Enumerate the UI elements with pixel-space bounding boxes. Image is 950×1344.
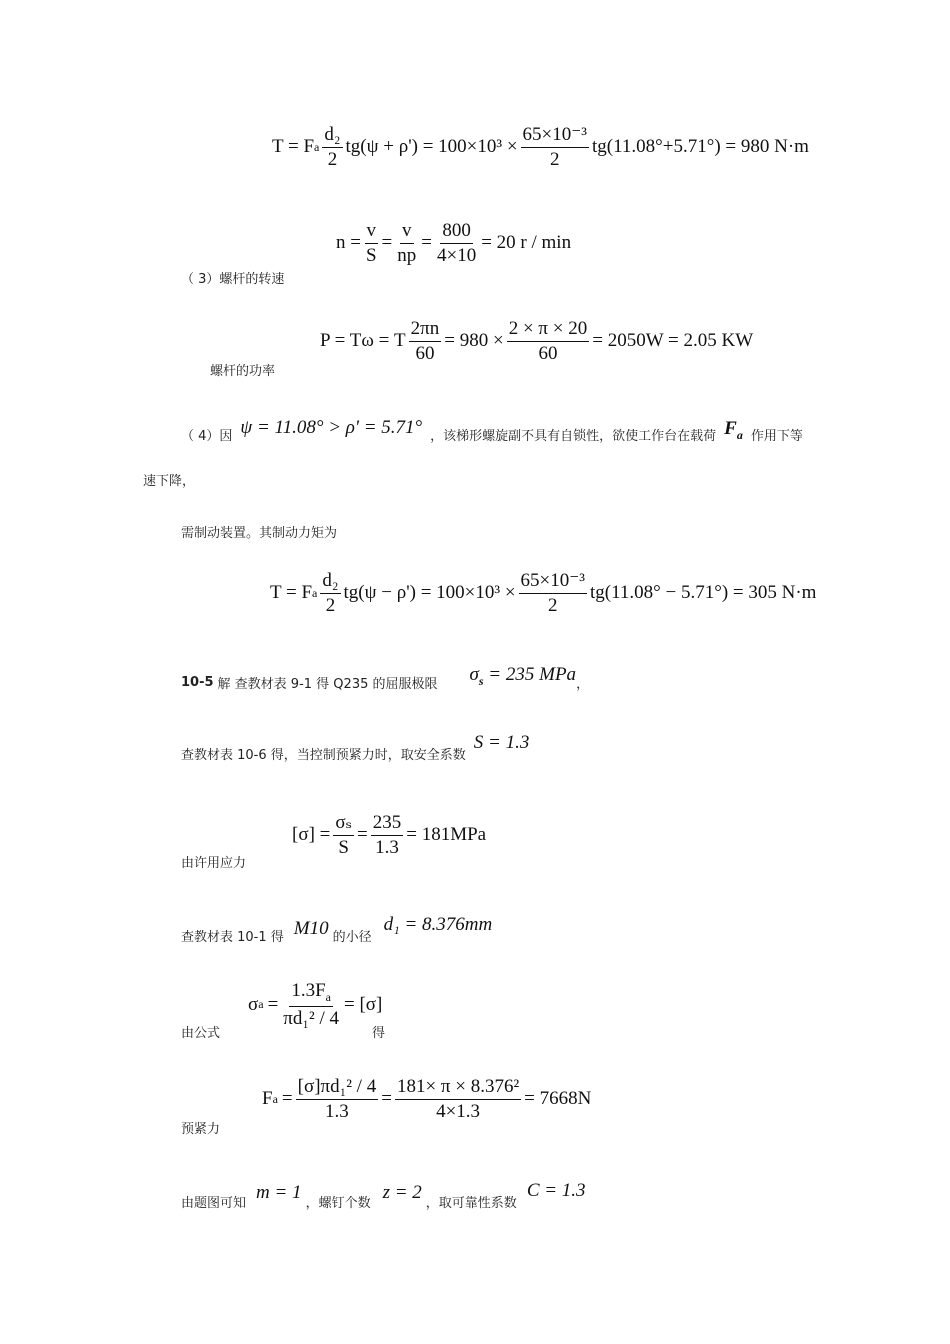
problem-10-5-line: 10-5 解 查教材表 9-1 得 Q235 的屈服极限 $\sigma_s = 235$ MPa ， [181,664,590,692]
bolt-count: z = 2 [382,1182,422,1203]
torque-equation-brake: T = F a $\frac{\text{d₂}}{2}$ tg(ψ − ρ') = 100×10³ × $\frac{\text{65×10⁻³}}{2}$ tg(11.08° − 5.71°) = 305 N·m [270,570,817,616]
safety-factor-line: 查教材表 10-6 得，当控制预紧力时，取安全系数 S = 1.3 [181,732,530,763]
safety-factor: S = 1.3 [473,732,530,753]
minor-diameter-line: 查教材表 10-1 得 M10 的小径 d₁ = 8.376mm [181,914,493,945]
eq1-frac2: $\frac{\text{65×10⁻³}}{2}$ [522,124,587,170]
self-lock-line: （ 4）因 ψ = 11.08° > ρ' = 5.71° ，该梯形螺旋副不具有自锁性，欲使工作台在载荷 $F_a$ 作用下等 [181,417,803,444]
eq1-frac1: $\frac{\text{d₂}}{2}$ [324,124,341,170]
label-allowable: 由许用应力 [181,856,247,871]
label-get: 得 [372,1026,386,1041]
parameters-line: 由题图可知 m = 1 ，螺钉个数 z = 2 ，取可靠性系数 C = 1.3 [181,1180,586,1211]
brake-line: 需制动装置。其制动力矩为 [181,526,338,541]
reliability-factor: C = 1.3 [526,1180,586,1201]
preload-equation: F a = $\frac{\text{[σ]πd₁² / 4}}{1.3}$ = $\frac{\text{181× π × 8.376²}}{4\times 1.3}$ = 7668N [262,1076,592,1122]
load-symbol: $F_a$ [724,418,743,442]
yield-stress: $\sigma_s = 235$ MPa [469,664,577,688]
label-speed: （ 3）螺杆的转速 [181,272,285,287]
power-equation: P = Tω = T $\frac{2\pi n}{60}$ = 980 × $\frac{2 \times \pi \times 20}{60}$ = 2050W = 2.05 KW [320,318,754,364]
torque-equation-raise: T = F a $\frac{\text{d₂}}{2}$ tg(ψ + ρ') = 100×10³ × $\frac{\text{65×10⁻³}}{2}$ tg(11.08°+5.71°) = 980 N·m [272,124,809,170]
self-lock-line-cont: 速下降， [143,474,196,489]
lead-angle-condition: ψ = 11.08° > ρ' = 5.71° [240,417,423,439]
label-power: 螺杆的功率 [210,364,276,379]
eq1-lhs: T = F [272,136,315,158]
strength-condition-equation: σ a = $\frac{1.3F_a}{\text{πd₁² / 4}}$ = [σ] [248,980,383,1029]
eq1-rhs: tg(11.08°+5.71°) = 980 N·m [592,136,809,158]
friction-surfaces: m = 1 [256,1182,302,1203]
label-preload: 预紧力 [181,1122,221,1137]
problem-number: 10-5 [181,674,214,690]
minor-diameter: d₁ = 8.376mm [383,914,493,935]
label-formula: 由公式 [181,1026,221,1041]
speed-equation: n = $\frac{v}{S}$ = $\frac{v}{np}$ = $\frac{800}{4\times 10}$ = 20 r / min [336,220,572,266]
eq1-mid: tg(ψ + ρ') = 100×10³ × [345,136,518,158]
allowable-stress-equation: [σ] = $\frac{\text{σₛ}}{S}$ = $\frac{235}{1.3}$ = 181MPa [292,812,487,858]
